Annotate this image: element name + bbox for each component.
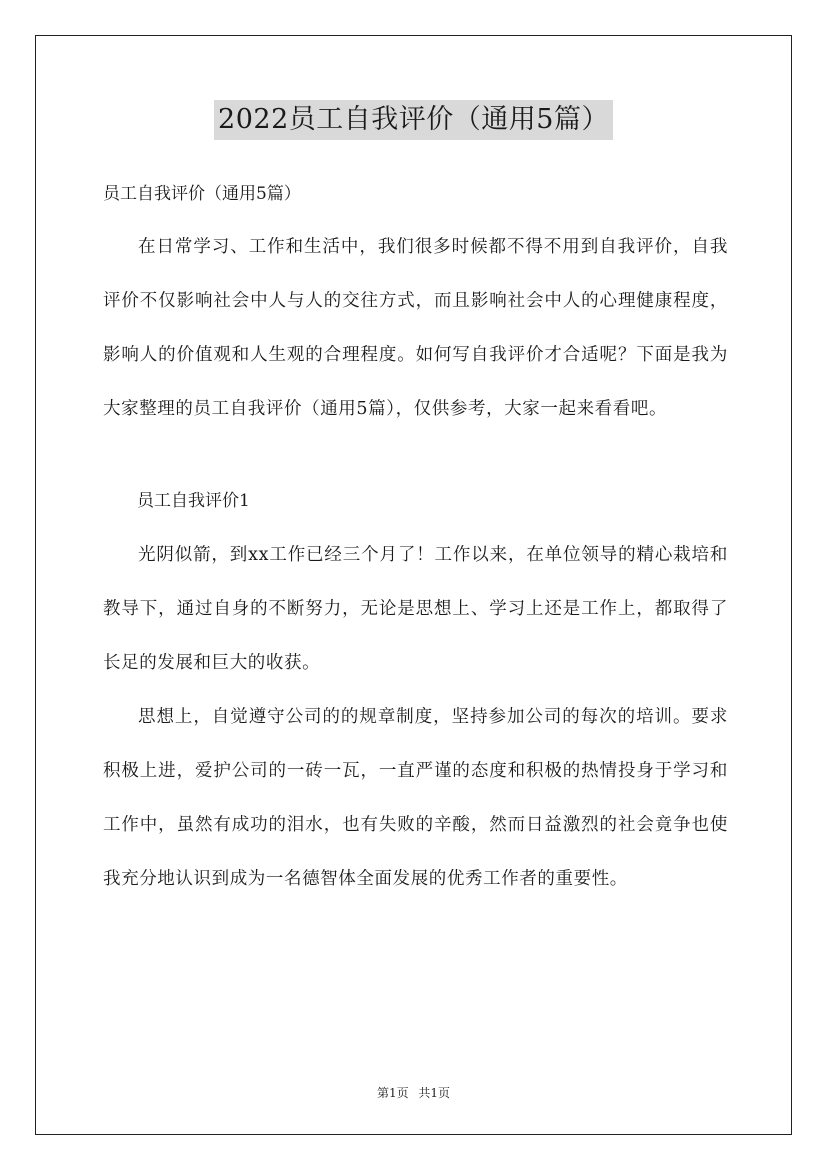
intro-paragraph: 在日常学习、工作和生活中，我们很多时候都不得不用到自我评价，自我评价不仅影响社会中人与人的交往方式，而且影响社会中人的心理健康程度，影响人的价值观和人生观的合理程度。如何写自我评价才合适呢？下面是我为大家整理的员工自我评价（通用5篇），仅供参考，大家一起来看看吧。	[103, 237, 728, 419]
body-paragraph-1: 光阴似箭，到xx工作已经三个月了！工作以来，在单位领导的精心栽培和教导下，通过自身的不断努力，无论是思想上、学习上还是工作上，都取得了长足的发展和巨大的收获。	[103, 545, 728, 673]
title-container	[0, 100, 827, 140]
section-heading: 员工自我评价1	[137, 491, 250, 511]
document-subtitle: 员工自我评价（通用5篇）	[103, 184, 301, 204]
page-number-current: 第1页	[376, 1086, 409, 1100]
document-body	[103, 172, 728, 906]
page-number-total: 共1页	[418, 1086, 451, 1100]
document-title: 2022员工自我评价（通用5篇）	[214, 100, 613, 140]
page-footer	[0, 1084, 827, 1101]
body-paragraph-2: 思想上，自觉遵守公司的的规章制度，坚持参加公司的每次的培训。要求积极上进，爱护公司的一砖一瓦，一直严谨的态度和积极的热情投身于学习和工作中，虽然有成功的泪水，也有失败的辛酸，然而日益激烈的社会竟争也使我充分地认识到成为一名德智体全面发展的优秀工作者的重要性。	[103, 707, 728, 889]
